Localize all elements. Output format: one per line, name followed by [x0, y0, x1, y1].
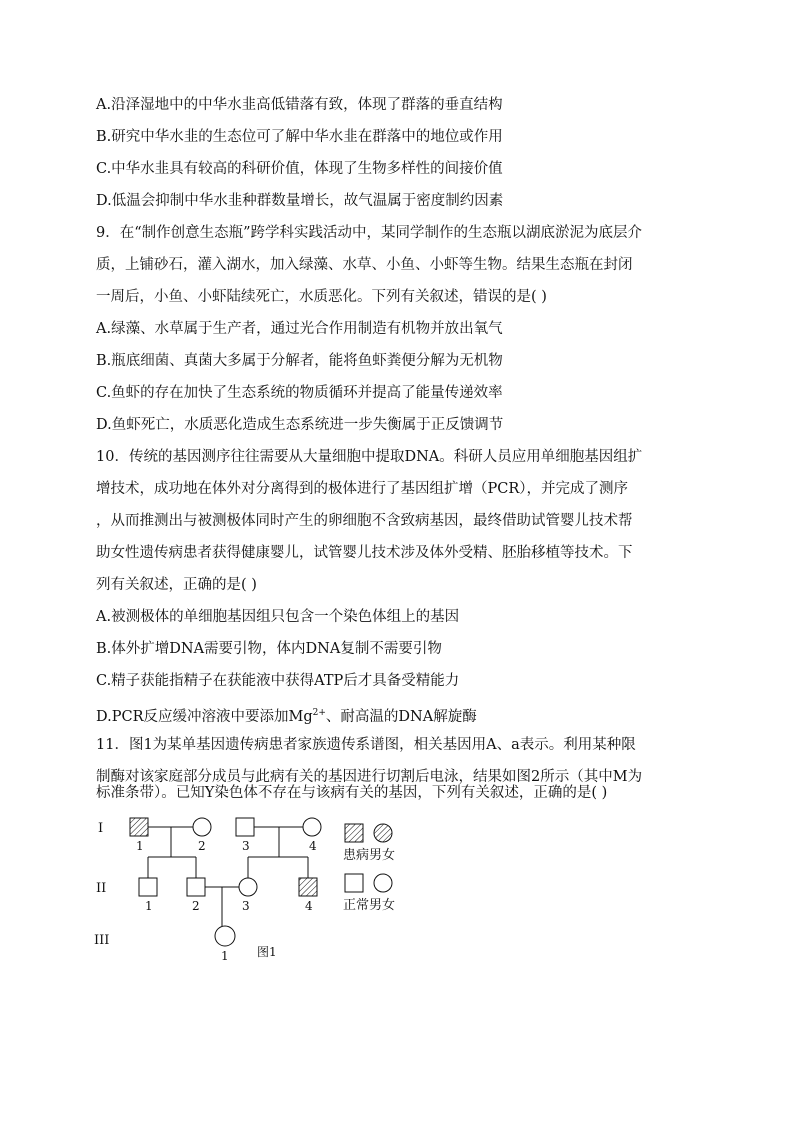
- q10-option-d-superscript: 2+: [312, 708, 326, 718]
- q9-option-d: D.鱼虾死亡，水质恶化造成生态系统进一步失衡属于正反馈调节: [96, 417, 504, 433]
- figure-caption: 图1: [257, 945, 277, 959]
- gen2-number-2: 2: [192, 899, 200, 913]
- q10-stem-line-2: 增技术，成功地在体外对分离得到的极体进行了基因组扩增（PCR），并完成了测序: [96, 481, 629, 497]
- legend-normal-label: 正常男女: [343, 898, 396, 913]
- q10-option-d-text: D.PCR反应缓冲溶液中要添加Mg: [96, 708, 313, 725]
- q10-option-d: [96, 704, 477, 726]
- gen1-female-4: [303, 818, 321, 836]
- q9-stem-line-2: 质，上铺砂石，灌入湖水，加入绿藻、水草、小鱼、小虾等生物。结果生态瓶在封闭: [96, 257, 633, 273]
- gen1-female-2: [193, 818, 211, 836]
- q10-stem-line-5: 列有关叙述，正确的是( ): [96, 577, 257, 593]
- gen2-male-1: [139, 878, 157, 896]
- gen2-number-3: 3: [242, 899, 250, 913]
- q9-stem-line-3: 一周后，小鱼、小虾陆续死亡，水质恶化。下列有关叙述，错误的是( ): [96, 289, 547, 305]
- q10-option-c: C.精子获能指精子在获能液中获得ATP后才具备受精能力: [96, 673, 460, 689]
- generation-label-i: I: [98, 821, 104, 836]
- q9-stem-line-1: 9．在“制作创意生态瓶”跨学科实践活动中，某同学制作的生态瓶以湖底淤泥为底层介: [96, 225, 643, 241]
- legend-affected-label: 患病男女: [343, 848, 396, 863]
- gen2-number-1: 1: [145, 899, 153, 913]
- q8-option-b: B.研究中华水韭的生态位可了解中华水韭在群落中的地位或作用: [96, 129, 503, 145]
- legend-affected-female-symbol: [374, 824, 392, 842]
- gen1-number-1: 1: [136, 839, 144, 853]
- gen2-male-2: [187, 878, 205, 896]
- gen2-male-4-affected: [299, 878, 317, 896]
- gen1-number-4: 4: [309, 839, 317, 853]
- q10-option-d-text-tail: 、耐高温的DNA解旋酶: [325, 708, 477, 725]
- q8-option-d: D.低温会抑制中华水韭种群数量增长，故气温属于密度制约因素: [96, 193, 504, 209]
- gen3-female-1: [215, 926, 235, 946]
- q9-option-a: A.绿藻、水草属于生产者，通过光合作用制造有机物并放出氧气: [96, 321, 503, 337]
- q10-stem-line-4: 助女性遗传病患者获得健康婴儿，试管婴儿技术涉及体外受精、胚胎移植等技术。下: [96, 545, 633, 561]
- q10-stem-line-1: 10．传统的基因测序往往需要从大量细胞中提取DNA。科研人员应用单细胞基因组扩: [96, 449, 643, 465]
- q10-option-b: B.体外扩增DNA需要引物，体内DNA复制不需要引物: [96, 641, 442, 657]
- legend-affected-male-symbol: [345, 824, 363, 842]
- legend-normal-female-symbol: [374, 874, 392, 892]
- q8-option-c: C.中华水韭具有较高的科研价值，体现了生物多样性的间接价值: [96, 161, 503, 177]
- q8-option-a: A.沿泽湿地中的中华水韭高低错落有致，体现了群落的垂直结构: [96, 97, 503, 113]
- gen1-male-1-affected: [130, 818, 148, 836]
- gen1-number-2: 2: [198, 839, 206, 853]
- q10-stem-line-3: ，从而推测出与被测极体同时产生的卵细胞不含致病基因，最终借助试管婴儿技术帮: [96, 513, 633, 529]
- q10-option-a: A.被测极体的单细胞基因组只包含一个染色体组上的基因: [96, 609, 460, 625]
- pedigree-figure: [90, 812, 420, 972]
- q9-option-c: C.鱼虾的存在加快了生态系统的物质循环并提高了能量传递效率: [96, 385, 503, 401]
- gen1-male-3: [236, 818, 254, 836]
- gen2-number-4: 4: [305, 899, 313, 913]
- q11-stem-line-1: 11．图1为某单基因遗传病患者家族遗传系谱图，相关基因用A、a表示。利用某种限: [96, 737, 636, 753]
- q11-stem-line-3: 标准条带）。已知Y染色体不存在与该病有关的基因，下列有关叙述，正确的是( ): [96, 785, 608, 801]
- q11-stem-line-2: 制酶对该家庭部分成员与此病有关的基因进行切割后电泳，结果如图2所示（其中M为: [96, 769, 643, 785]
- q9-option-b: B.瓶底细菌、真菌大多属于分解者，能将鱼虾粪便分解为无机物: [96, 353, 503, 369]
- gen2-female-3: [239, 878, 257, 896]
- generation-label-ii: II: [96, 881, 107, 896]
- generation-label-iii: III: [94, 933, 110, 948]
- gen3-number-1: 1: [221, 949, 229, 963]
- legend-normal-male-symbol: [345, 874, 363, 892]
- gen1-number-3: 3: [242, 839, 250, 853]
